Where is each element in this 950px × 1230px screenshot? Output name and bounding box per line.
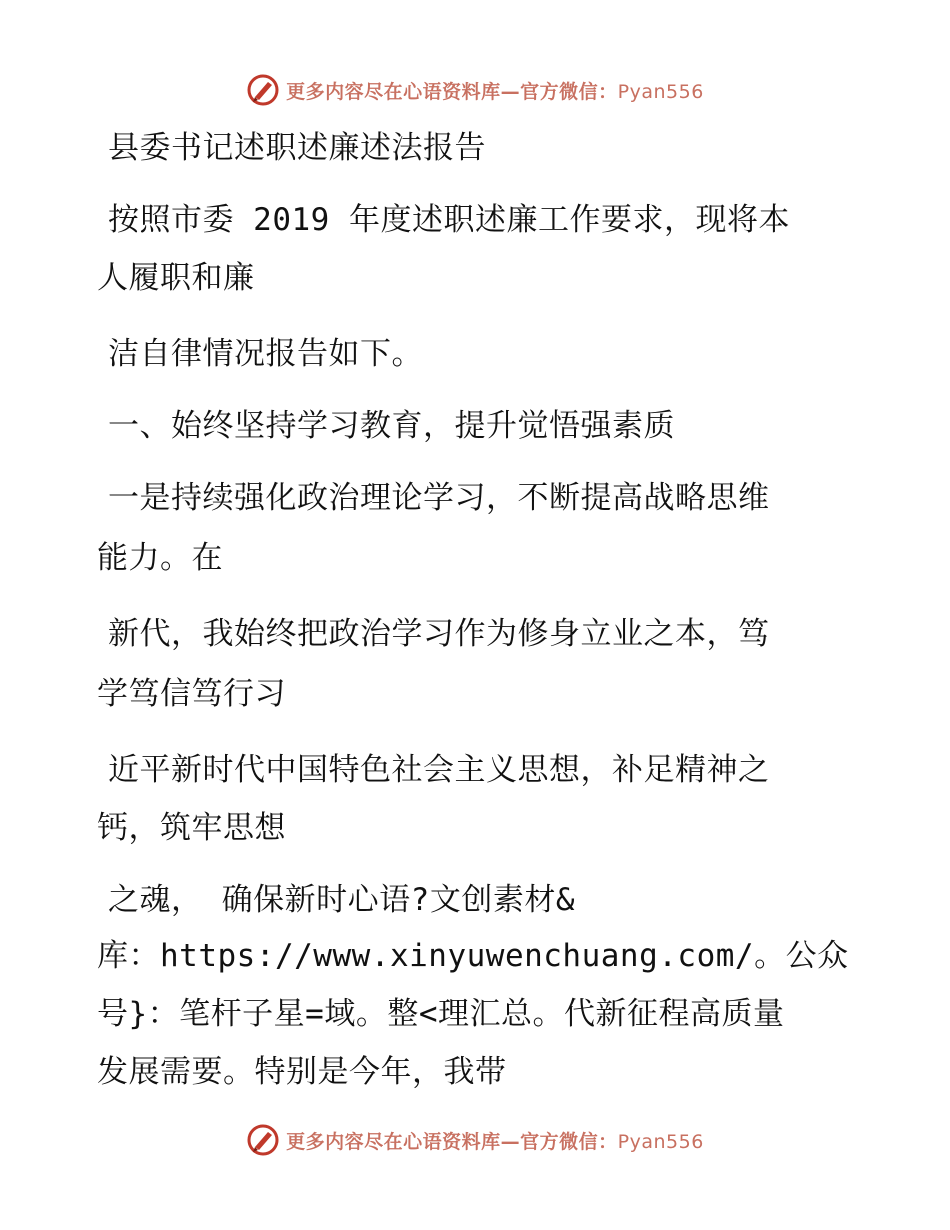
text-line: 钙，筑牢思想: [97, 810, 286, 846]
text-line: 号}：笔杆子星=域。整<理汇总。代新征程高质量: [97, 996, 785, 1032]
watermark-account: Pyan556: [617, 1130, 704, 1153]
watermark-text: 更多内容尽在心语资料库—官方微信：: [286, 80, 618, 103]
text-line: 新代，我始终把政治学习作为修身立业之本，笃: [108, 616, 770, 652]
text-line: 发展需要。特别是今年，我带: [97, 1054, 507, 1090]
pen-badge-icon: [246, 1123, 280, 1157]
text-line: 学笃信笃行习: [97, 676, 286, 712]
text-line: 近平新时代中国特色社会主义思想，补足精神之: [108, 752, 770, 788]
text-line: 一是持续强化政治理论学习，不断提高战略思维: [108, 480, 770, 516]
text-line: 一、始终坚持学习教育，提升觉悟强素质: [108, 408, 675, 444]
text-line: 能力。在: [97, 540, 223, 576]
text-line: 县委书记述职述廉述法报告: [108, 130, 486, 166]
text-line: 洁自律情况报告如下。: [108, 336, 423, 372]
pen-badge-icon: [246, 73, 280, 107]
text-line: 库：https://www.xinyuwenchuang.com/。公众: [97, 938, 849, 974]
watermark-banner-bottom: [0, 1120, 950, 1160]
text-line: 人履职和廉: [97, 260, 255, 296]
text-line: 按照市委 2019 年度述职述廉工作要求，现将本: [108, 202, 790, 238]
watermark-banner-top: [0, 70, 950, 110]
text-line: 之魂， 确保新时心语?文创素材&: [108, 882, 575, 918]
watermark-account: Pyan556: [617, 80, 704, 103]
watermark-text: 更多内容尽在心语资料库—官方微信：: [286, 1130, 618, 1153]
